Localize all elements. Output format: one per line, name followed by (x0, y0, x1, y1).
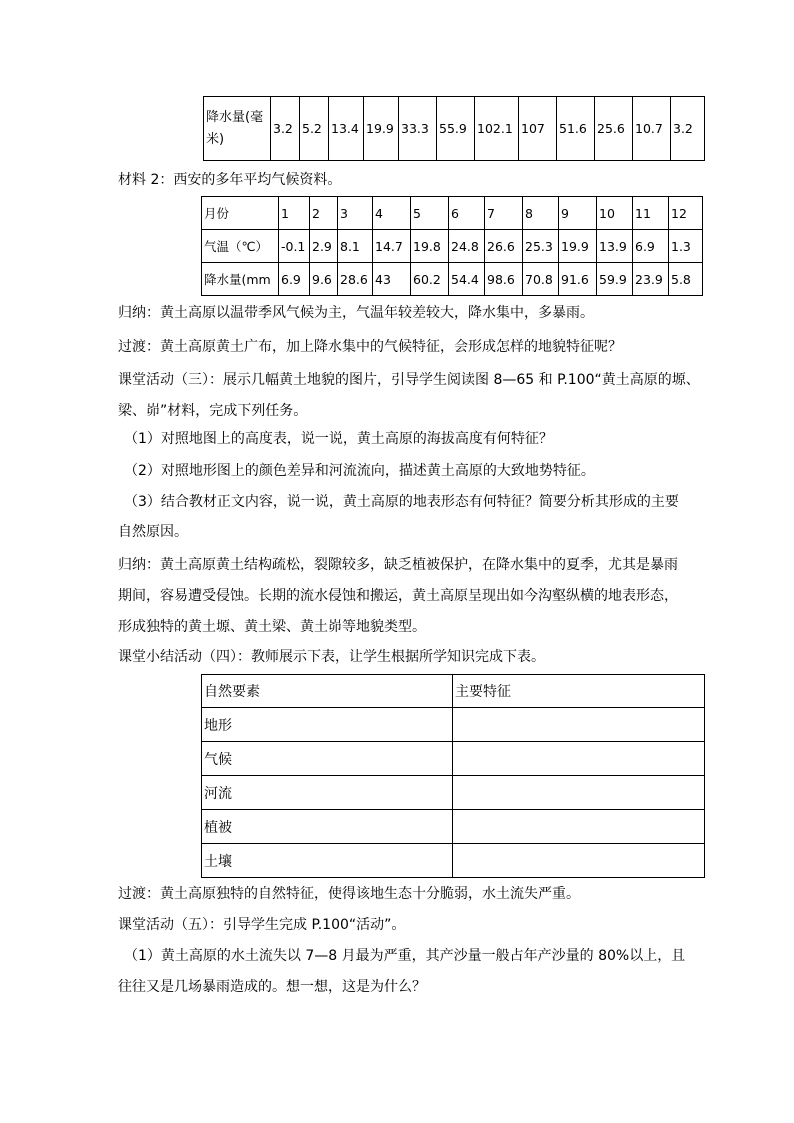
question-item: （3）结合教材正文内容，说一说，黄土高原的地表形态有何特征？简要分析其形成的主要 (124, 494, 679, 510)
material2-caption: 材料 2：西安的多年平均气候资料。 (118, 172, 342, 188)
month-cell: 11 (633, 197, 669, 230)
answer-cell[interactable] (453, 776, 705, 810)
precip-cell: 23.9 (633, 263, 669, 296)
table-row-label: 植被 (202, 810, 453, 844)
summary-paragraph: 归纳：黄土高原黄土结构疏松，裂隙较多，缺乏植被保护，在降水集中的夏季，尤其是暴雨 (118, 557, 678, 573)
answer-cell[interactable] (453, 708, 705, 742)
activity-heading: 课堂小结活动（四）：教师展示下表，让学生根据所学知识完成下表。 (118, 649, 545, 665)
precip-cell: 70.8 (523, 263, 559, 296)
table-header: 自然要素 (202, 675, 453, 708)
table-row-label: 河流 (202, 776, 453, 810)
table-cell: 3.2 (671, 97, 705, 161)
table-cell: 13.4 (329, 97, 364, 161)
summary-paragraph-cont: 期间，容易遭受侵蚀。长期的流水侵蚀和搬运，黄土高原呈现出如今沟壑纵横的地表形态， (118, 588, 678, 604)
temp-cell: 2.9 (310, 230, 338, 263)
table-cell: 55.9 (437, 97, 475, 161)
month-cell: 8 (523, 197, 559, 230)
precip-cell: 60.2 (411, 263, 449, 296)
precip-cell: 9.6 (310, 263, 338, 296)
temp-cell: 13.9 (597, 230, 633, 263)
temp-cell: -0.1 (279, 230, 310, 263)
answer-cell[interactable] (453, 742, 705, 776)
precip-row-label: 降水量(毫米) (204, 97, 271, 161)
summary-paragraph: 归纳：黄土高原以温带季风气候为主，气温年较差较大，降水集中，多暴雨。 (118, 305, 594, 321)
summary-table (201, 674, 705, 878)
question-item: （2）对照地形图上的颜色差异和河流流向，描述黄土高原的大致地势特征。 (124, 463, 595, 479)
month-cell: 4 (373, 197, 411, 230)
month-cell: 7 (485, 197, 523, 230)
table-cell: 33.3 (399, 97, 437, 161)
temp-cell: 6.9 (633, 230, 669, 263)
precip-row-label: 降水量(mm (202, 263, 279, 296)
table-header: 主要特征 (453, 675, 705, 708)
activity-heading: 课堂活动（五）：引导学生完成 P.100“活动”。 (118, 917, 406, 933)
precip-cell: 6.9 (279, 263, 310, 296)
table-cell: 107 (519, 97, 557, 161)
precip-cell: 5.8 (669, 263, 703, 296)
precip-cell: 43 (373, 263, 411, 296)
table-cell: 3.2 (271, 97, 300, 161)
activity-heading-cont: 梁、峁”材料，完成下列任务。 (118, 403, 308, 419)
precip-cell: 91.6 (559, 263, 597, 296)
transition-paragraph: 过渡：黄土高原独特的自然特征，使得该地生态十分脆弱，水土流失严重。 (118, 886, 580, 902)
table-row-label: 气候 (202, 742, 453, 776)
table-cell: 25.6 (595, 97, 633, 161)
question-item: （1）黄土高原的水土流失以 7—8 月最为严重，其产沙量一般占年产沙量的 80%以上，且 (124, 948, 686, 964)
month-cell: 10 (597, 197, 633, 230)
table-row-label: 土壤 (202, 844, 453, 878)
header-month-label: 月份 (202, 197, 279, 230)
month-cell: 6 (449, 197, 485, 230)
month-cell: 3 (338, 197, 373, 230)
precip-cell: 28.6 (338, 263, 373, 296)
table-cell: 102.1 (475, 97, 519, 161)
temp-cell: 24.8 (449, 230, 485, 263)
temp-cell: 26.6 (485, 230, 523, 263)
precip-table-top (203, 96, 705, 161)
table-cell: 19.9 (364, 97, 399, 161)
table-cell: 10.7 (633, 97, 671, 161)
table-cell: 5.2 (300, 97, 329, 161)
temp-cell: 14.7 (373, 230, 411, 263)
month-cell: 2 (310, 197, 338, 230)
transition-paragraph: 过渡：黄土高原黄土广布，加上降水集中的气候特征，会形成怎样的地貌特征呢？ (118, 339, 622, 355)
month-cell: 5 (411, 197, 449, 230)
table-row-label: 地形 (202, 708, 453, 742)
precip-cell: 59.9 (597, 263, 633, 296)
precip-cell: 54.4 (449, 263, 485, 296)
temp-cell: 8.1 (338, 230, 373, 263)
answer-cell[interactable] (453, 810, 705, 844)
question-item-cont: 自然原因。 (118, 524, 188, 540)
temp-row-label: 气温（℃） (202, 230, 279, 263)
table-cell: 51.6 (557, 97, 595, 161)
xian-climate-table (201, 196, 703, 296)
month-cell: 9 (559, 197, 597, 230)
month-cell: 1 (279, 197, 310, 230)
summary-paragraph-cont: 形成独特的黄土塬、黄土梁、黄土峁等地貌类型。 (118, 619, 426, 635)
temp-cell: 19.9 (559, 230, 597, 263)
activity-heading: 课堂活动（三）：展示几幅黄土地貌的图片，引导学生阅读图 8—65 和 P.100“黄土高原的塬、 (118, 372, 700, 388)
temp-cell: 19.8 (411, 230, 449, 263)
precip-cell: 98.6 (485, 263, 523, 296)
temp-cell: 1.3 (669, 230, 703, 263)
temp-cell: 25.3 (523, 230, 559, 263)
question-item: （1）对照地图上的高度表，说一说，黄土高原的海拔高度有何特征？ (124, 431, 553, 447)
month-cell: 12 (669, 197, 703, 230)
answer-cell[interactable] (453, 844, 705, 878)
question-item-cont: 往往又是几场暴雨造成的。想一想，这是为什么？ (118, 979, 426, 995)
